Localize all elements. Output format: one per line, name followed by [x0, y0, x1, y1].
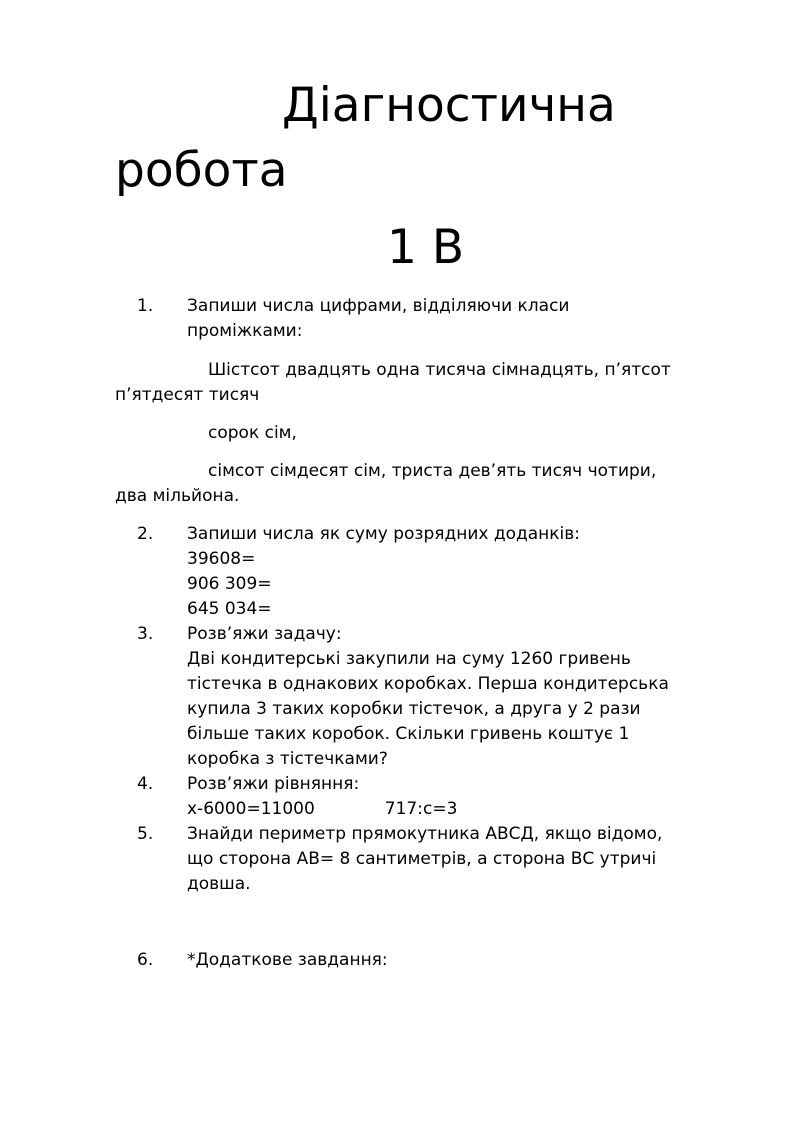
task-text-line: що сторона АВ= 8 сантиметрів, а сторона ВС утричі — [187, 849, 657, 869]
task-number: 4. — [137, 774, 154, 794]
task-text-line: Знайди периметр прямокутника АВСД, якщо відомо, — [187, 824, 663, 844]
page-title-line-2: робота — [115, 143, 288, 198]
page-title-line-1: Діагностична — [282, 78, 616, 133]
task-1-paragraph-2: сорок сім, — [208, 423, 297, 443]
task-text-line: Запиши числа цифрами, відділяючи класи — [187, 296, 570, 316]
task-text-line: Запиши числа як суму розрядних доданків: — [187, 524, 581, 544]
task-text-line: купила 3 таких коробки тістечок, а друга у 2 рази — [187, 699, 641, 719]
task-text-line: тістечка в однакових коробках. Перша кондитерська — [187, 674, 669, 694]
task-number: 5. — [137, 824, 154, 844]
task-text-line: Розв’яжи задачу: — [187, 624, 342, 644]
task-number: 6. — [137, 950, 154, 970]
task-text-line: 39608= — [187, 549, 256, 569]
task-number: 2. — [137, 524, 154, 544]
task-number: 1. — [137, 296, 154, 316]
task-text-line: 906 309= — [187, 574, 272, 594]
equation-2: 717:с=3 — [384, 799, 458, 819]
task-1-paragraph-3: сімсот сімдесят сім, триста дев’ять тисяч чотири, два мільйона. — [115, 461, 657, 506]
task-text-line: довша. — [187, 874, 251, 894]
task-text-line: більше таких коробок. Скільки гривень коштує 1 — [187, 724, 630, 744]
task-1-paragraph-1: Шістсот двадцять одна тисяча сімнадцять, п’ятсот п’ятдесят тисяч — [115, 360, 671, 405]
task-text-line: Розв’яжи рівняння: — [187, 774, 360, 794]
task-text-line: проміжками: — [187, 321, 303, 341]
variant-label: 1 В — [387, 220, 465, 275]
task-number: 3. — [137, 624, 154, 644]
task-text-line: 645 034= — [187, 599, 272, 619]
equation-1: х-6000=11000 — [187, 799, 315, 819]
task-text-line: Дві кондитерські закупили на суму 1260 гривень — [187, 649, 631, 669]
task-text-line: *Додаткове завдання: — [187, 950, 388, 970]
task-text-line: коробка з тістечками? — [187, 749, 388, 769]
equations-line — [187, 797, 727, 822]
